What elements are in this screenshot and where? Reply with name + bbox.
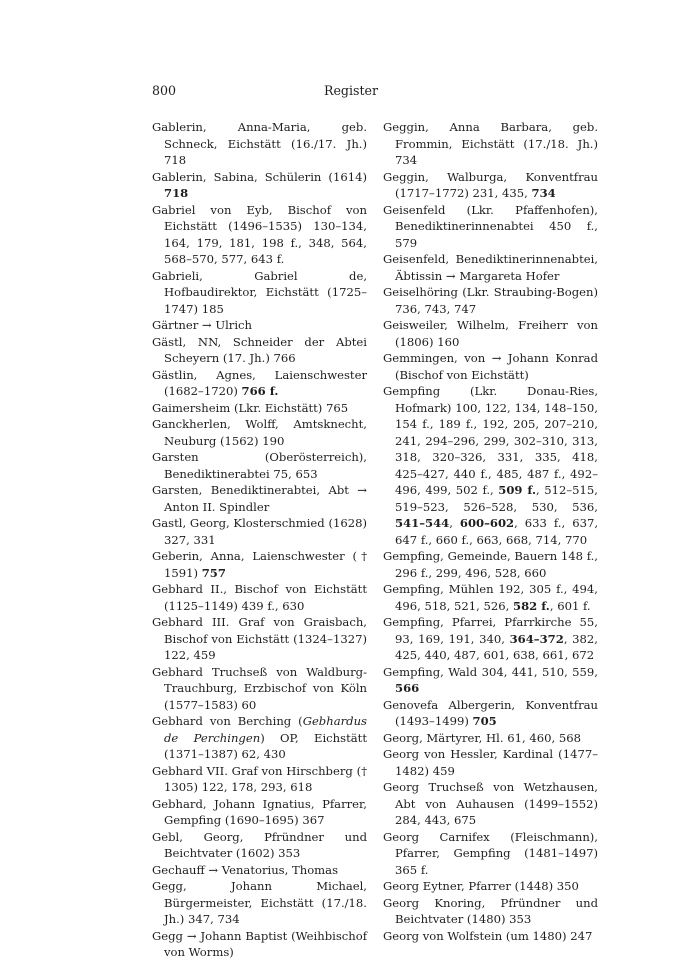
entry-text: Georg von Wolfstein (um 1480) 247 (383, 928, 593, 943)
index-entry (383, 350, 598, 383)
entry-text: Gabriel von Eyb, Bischof von Eichstätt (1496–1535) 130–134, 164, 179, 181, 198 f., 348, 564, 568–570, 577, 643 f. (152, 202, 367, 266)
entry-text: Gegg, Johann Michael, Bürgermeister, Eichstätt (17./18. Jh.) 347, 734 (152, 879, 367, 926)
index-entry (383, 697, 598, 730)
index-entry (383, 746, 598, 779)
entry-text: Georg Carnifex (Fleischmann), Pfarrer, Gempfing (1481–1497) 365 f. (383, 829, 598, 877)
index-entry (152, 862, 367, 879)
running-title: Register (323, 83, 379, 98)
entry-text: Gebhard Truchseß von Waldburg-Trauchburg, Erzbischof von Köln (1577–1583) 60 (152, 664, 367, 712)
index-entry (152, 317, 367, 334)
index-entry (383, 779, 598, 829)
index-entry (383, 317, 598, 350)
entry-text: Gärtner → Ulrich (152, 318, 253, 332)
entry-text: , 382, 425, 440, 487, 601, 638, 661, 672 (395, 631, 598, 662)
entry-text: Gablerin, Sabina, Schülerin (1614) (152, 169, 367, 184)
entry-text: Georg Truchseß von Wetzhausen, Abt von Auhausen (1499–1552) 284, 443, 675 (383, 780, 598, 827)
index-entry (152, 878, 367, 928)
index-entry (383, 928, 598, 945)
index-entry (383, 169, 598, 202)
entry-text: Georg Eytner, Pfarrer (1448) 350 (383, 879, 579, 893)
index-entry (152, 202, 367, 268)
entry-text: , 512–515, 519–523, 526–528, 530, 536, (395, 483, 598, 514)
entry-text: , 601 f. (549, 598, 591, 613)
entry-text: Georg von Hessler, Kardinal (1477–1482) 459 (383, 747, 598, 778)
entry-text: Gechauff → Venatorius, Thomas (152, 862, 339, 877)
entry-text: Garsten, Benediktinerabtei, Abt → Anton II. Spindler (152, 483, 367, 514)
entry-text: , (449, 516, 460, 530)
index-entry (152, 268, 367, 318)
entry-text: Gästl, NN, Schneider der Abtei Scheyern (17. Jh.) 766 (152, 334, 367, 365)
entry-text: Gebhard III. Graf von Graisbach, Bischof von Eichstätt (1324–1327) 122, 459 (152, 615, 367, 662)
index-entry (383, 119, 598, 169)
entry-text: , 633 f., 637, 647 f., 660 f., 663, 668, 714, 770 (395, 516, 599, 547)
entry-text: Georg, Märtyrer, Hl. 61, 460, 568 (383, 730, 581, 745)
entry-text: Gebhard von Berching ( (152, 714, 303, 728)
entry-text: Georg Knoring, Pfründner und Beichtvater (1480) 353 (383, 895, 598, 926)
entry-text: Gemmingen, von → Johann Konrad (Bischof von Eichstätt) (383, 351, 598, 382)
entry-text: Geisenfeld (Lkr. Pfaffenhofen), Benediktinerinnenabtei 450 f., 579 (383, 202, 598, 250)
entry-page-ref-bold: 541–544 (395, 516, 450, 530)
page-header (152, 83, 550, 103)
entry-text: Geiselhöring (Lkr. Straubing-Bogen) 736, 743, 747 (383, 285, 598, 316)
index-entry (152, 928, 367, 961)
index-entry (383, 829, 598, 879)
entry-page-ref-bold: 757 (201, 565, 226, 580)
index-entry (383, 730, 598, 747)
entry-text: Ganckherlen, Wolff, Amtsknecht, Neuburg (1562) 190 (152, 417, 367, 448)
entry-page-ref-bold: 705 (472, 714, 497, 728)
page-number: 800 (152, 83, 177, 98)
index-entry (383, 284, 598, 317)
entry-text: Gästlin, Agnes, Laienschwester (1682–1720) (152, 367, 367, 398)
index-entry (152, 367, 367, 400)
index-entry (152, 713, 367, 763)
index-entry (383, 614, 598, 664)
entry-text: Gebhard, Johann Ignatius, Pfarrer, Gempfing (1690–1695) 367 (152, 796, 367, 827)
entry-text: Gempfing, Wald 304, 441, 510, 559, (383, 664, 598, 679)
index-entry (152, 664, 367, 714)
entry-text: Gablerin, Anna-Maria, geb. Schneck, Eichstätt (16./17. Jh.) 718 (152, 120, 367, 167)
entry-text: Gempfing, Gemeinde, Bauern 148 f., 296 f., 299, 496, 528, 660 (383, 549, 598, 580)
entry-page-ref-bold: 582 f. (513, 598, 550, 613)
index-entry (152, 416, 367, 449)
entry-text: Geisenfeld, Benediktinerinnenabtei, Äbtissin → Margareta Hofer (383, 252, 598, 283)
index-entry (152, 334, 367, 367)
entry-text: Geggin, Anna Barbara, geb. Frommin, Eichstätt (17./18. Jh.) 734 (383, 120, 598, 167)
index-column-right (383, 119, 598, 944)
index-entry (152, 119, 367, 169)
entry-text: Gebl, Georg, Pfründner und Beichtvater (1602) 353 (152, 829, 367, 860)
entry-text: Gempfing (Lkr. Donau-Ries, Hofmark) 100, 122, 134, 148–150, 154 f., 189 f., 192, 205, 207–210, 241, 294–296, 299, 302–310, 313, 318, 320–326, 331, 335, 418, 425–427, 440 f., 485, 487 f., 492–496, 499, 502 f., (383, 384, 598, 497)
index-entry (383, 251, 598, 284)
entry-text: Gaimersheim (Lkr. Eichstätt) 765 (152, 400, 349, 415)
index-entry (383, 202, 598, 252)
index-entry (152, 763, 367, 796)
entry-page-ref-bold: 766 f. (241, 384, 279, 398)
index-entry (152, 614, 367, 664)
entry-text: Geisweiler, Wilhelm, Freiherr von (1806) 160 (383, 318, 598, 349)
index-entry (383, 895, 598, 928)
entry-page-ref-bold: 718 (164, 186, 189, 200)
entry-text: Genovefa Albergerin, Konventfrau (1493–1499) (383, 697, 598, 728)
index-entry (383, 383, 598, 548)
entry-text: Gempfing, Pfarrei, Pfarrkirche 55, 93, 169, 191, 340, (383, 615, 598, 646)
entry-page-ref-bold: 600–602 (459, 516, 515, 530)
index-entry (152, 482, 367, 515)
entry-text: Gegg → Johann Baptist (Weihbischof von Worms) (152, 928, 367, 959)
entry-page-ref-bold: 734 (531, 186, 556, 200)
entry-text-italic: Gebhardus de Perchingen (164, 714, 367, 745)
index-entry (383, 664, 598, 697)
index-entry (152, 449, 367, 482)
index-entry (152, 515, 367, 548)
entry-text: Gebhard II., Bischof von Eichstätt (1125–1149) 439 f., 630 (152, 582, 367, 613)
entry-text: Geberin, Anna, Laienschwester († 1591) (152, 549, 367, 580)
index-entry (152, 548, 367, 581)
entry-text: Gempfing, Mühlen 192, 305 f., 494, 496, 518, 521, 526, (383, 582, 598, 613)
entry-text: Gabrieli, Gabriel de, Hofbaudirektor, Eichstätt (1725–1747) 185 (152, 268, 367, 316)
entry-text: Gebhard VII. Graf von Hirschberg († 1305) 122, 178, 293, 618 (152, 763, 367, 794)
index-entry (152, 400, 367, 417)
index-entry (152, 796, 367, 829)
entry-text: ) OP, Eichstätt (1371–1387) 62, 430 (164, 730, 367, 761)
entry-page-ref-bold: 566 (395, 681, 420, 695)
index-entry (383, 548, 598, 581)
index-entry (383, 878, 598, 895)
entry-page-ref-bold: 364–372 (509, 631, 564, 646)
entry-text: Gastl, Georg, Klosterschmied (1628) 327, 331 (152, 516, 367, 547)
index-entry (152, 581, 367, 614)
entry-text: Geggin, Walburga, Konventfrau (1717–1772) 231, 435, (383, 169, 598, 200)
index-entry (383, 581, 598, 614)
entry-page-ref-bold: 509 f. (498, 483, 536, 497)
index-column-left (152, 119, 367, 961)
index-entry (152, 829, 367, 862)
index-entry (152, 169, 367, 202)
entry-text: Garsten (Oberösterreich), Benediktinerabtei 75, 653 (152, 450, 367, 481)
